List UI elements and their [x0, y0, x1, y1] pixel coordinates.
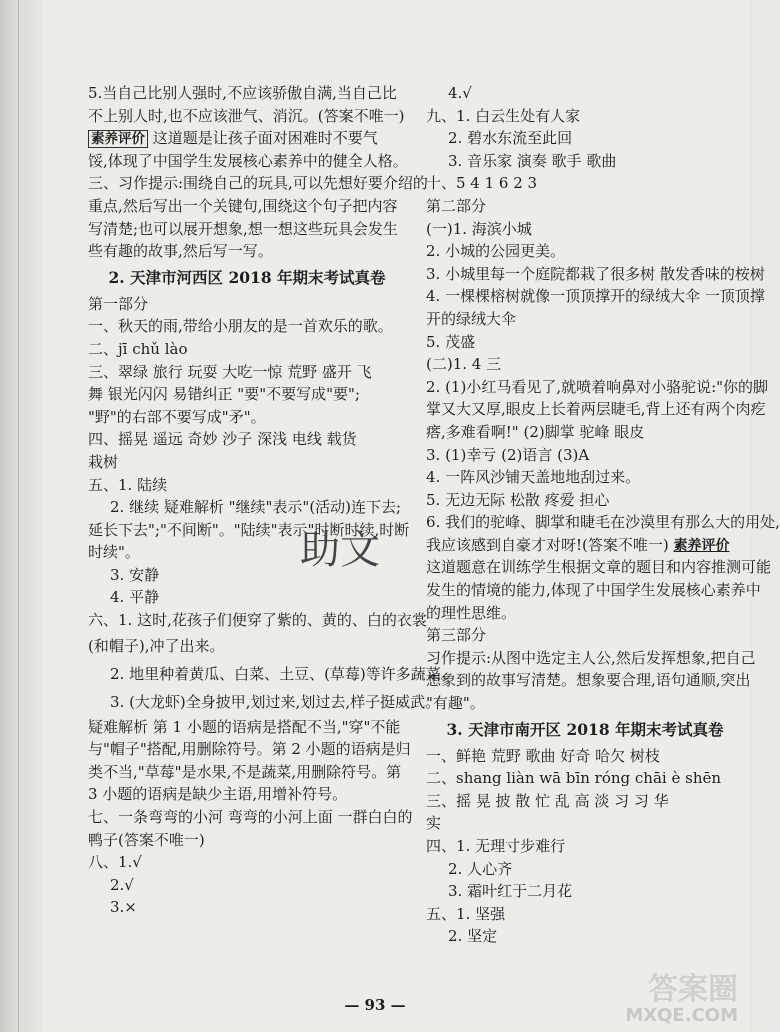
text-line: 时续"。	[88, 543, 140, 562]
text-line: 2.√	[110, 875, 134, 894]
watermark-url: MXQE.COM	[625, 1005, 738, 1026]
text-line: 掌又大又厚,眼皮上长着两层睫毛,背上还有两个肉疙	[426, 400, 766, 419]
text-line: 鸭子(答案不唯一)	[88, 830, 205, 849]
text-line: 四、摇晃 遥远 奇妙 沙子 深浅 电线 载货	[88, 430, 357, 449]
text-line: 二、shang liàn wā bīn róng chāi è shēn	[426, 769, 722, 788]
text-line: 2. 地里种着黄瓜、白菜、土豆、(草莓)等许多蔬菜。	[110, 664, 456, 683]
text-line: 一、鲜艳 荒野 歌曲 好奇 哈欠 树枝	[426, 746, 660, 765]
text-line: (和帽子),冲了出来。	[88, 636, 225, 655]
text-line: 发生的情境的能力,体现了中国学生发展核心素养中	[426, 581, 761, 600]
text-line: 2. 坚定	[448, 927, 498, 946]
text-line: 些有趣的故事,然后写一写。	[88, 242, 273, 261]
text-line: 3. 小城里每一个庭院都栽了很多树 散发香味的桉树	[426, 264, 765, 283]
text-line: 七、一条弯弯的小河 弯弯的小河上面 一群白白的	[88, 808, 413, 827]
text-line: 第三部分	[426, 626, 487, 645]
text-line: 栽树	[88, 452, 119, 471]
text-line: 习作提示:从图中选定主人公,然后发挥想象,把自己	[426, 648, 756, 667]
text-line: 五、1. 陆续	[88, 475, 168, 494]
text-line: 第一部分	[88, 294, 149, 313]
text-line: 5. 茂盛	[426, 332, 476, 351]
text-line: 4. 平静	[110, 588, 160, 607]
binding-line	[18, 0, 19, 1032]
text-line: 疑难解析 第 1 小题的语病是搭配不当,"穿"不能	[88, 717, 401, 736]
text-line: (一)1. 海滨小城	[426, 219, 532, 238]
section-title: 3. 天津市南开区 2018 年期末考试真卷	[446, 719, 724, 739]
literacy-evaluation-tag: 素养评价	[88, 130, 148, 148]
text-line: 五、1. 坚强	[426, 904, 506, 923]
text-line: 4. 一棵棵榕树就像一顶顶撑开的绿绒大伞 一顶顶撑	[426, 287, 765, 306]
text-line: 九、1. 白云生处有人家	[426, 106, 581, 125]
text-line: 实	[426, 814, 442, 833]
text-line: 想象到的故事写清楚。想象要合理,语句通顺,突出	[426, 671, 751, 690]
text-line: (二)1. 4 三	[426, 355, 502, 374]
text-line: 与"帽子"搭配,用删除符号。第 2 小题的语病是归	[88, 740, 411, 759]
text-line: 6. 我们的驼峰、脚掌和睫毛在沙漠里有那么大的用处,	[426, 513, 780, 532]
text-line: 的理性思维。	[426, 603, 517, 622]
page-number: — 93 —	[344, 996, 406, 1014]
text-line: 这道题意在训练学生根据文章的题目和内容推测可能	[426, 558, 772, 577]
binding-spine	[0, 0, 42, 1032]
text-line: 3. 音乐家 演奏 歌手 歌曲	[448, 151, 617, 170]
text-line: 5. 无边无际 松散 疼爱 担心	[426, 490, 610, 509]
watermark-logo: 答案圈	[648, 972, 738, 1007]
text-line: 5.当自己比别人强时,不应该骄傲自满,当自己比	[88, 84, 397, 102]
text-line-rest: 这道题是让孩子面对困难时不要气	[148, 129, 378, 148]
text-line: 2. 碧水东流至此回	[448, 129, 573, 148]
text-line: 3.×	[110, 898, 137, 917]
text-line: 六、1. 这时,花孩子们便穿了紫的、黄的、白的衣裳	[88, 611, 427, 630]
text-line: 2. (1)小红马看见了,就喷着响鼻对小骆驼说:"你的脚	[426, 377, 769, 396]
text-line: 写清楚;也可以展开想象,想一想这些玩具会发生	[88, 219, 398, 238]
text-line: 3. 安静	[110, 565, 160, 584]
text-line: 三、摇 晃 披 散 忙 乱 高 淡 习 习 华	[426, 791, 669, 810]
text-line: 二、jī chǔ lào	[88, 339, 188, 358]
text-line: 八、1.√	[88, 853, 142, 872]
text-line: 类不当,"草莓"是水果,不是蔬菜,用删除符号。第	[88, 762, 402, 781]
text-line	[426, 534, 744, 557]
text-line: 一、秋天的雨,带给小朋友的是一首欢乐的歌。	[88, 317, 393, 336]
text-line: 3 小题的语病是缺少主语,用增补符号。	[88, 785, 348, 804]
text-line: 馁,体现了中国学生发展核心素养中的健全人格。	[88, 151, 408, 170]
handwritten-annotation: 助文	[300, 527, 380, 573]
literacy-evaluation-tag: 素养评价	[673, 537, 730, 554]
text-line: "野"的右部不要写成"矛"。	[88, 407, 266, 426]
text-line: 4. 一阵风沙铺天盖地地刮过来。	[426, 468, 641, 487]
text-line: 4.√	[448, 84, 472, 102]
text-line-body: 我应该感到自豪才对呀!(答案不唯一)	[426, 535, 674, 554]
right-column	[426, 82, 780, 948]
text-line: 三、习作提示:围绕自己的玩具,可以先想好要介绍的	[88, 174, 428, 193]
text-line: 3. (1)幸亏 (2)语言 (3)A	[426, 445, 590, 464]
text-line: 3. (大龙虾)全身披甲,划过来,划过去,样子挺威武。	[110, 692, 441, 711]
text-line	[88, 127, 406, 150]
text-line: 十、5 4 1 6 2 3	[426, 174, 538, 193]
text-line: 2. 人心齐	[448, 859, 513, 878]
text-line: 舞 银光闪闪 易错纠正 "要"不要写成"要";	[88, 385, 360, 404]
text-line: 开的绿绒大伞	[426, 309, 517, 328]
text-line: "有趣"。	[426, 694, 485, 713]
text-line: 瘩,多难看啊!" (2)脚掌 驼峰 眼皮	[426, 422, 645, 441]
text-line: 不上别人时,也不应该泄气、消沉。(答案不唯一)	[88, 106, 405, 125]
text-line: 延长下去";"不间断"。"陆续"表示"时断时续,时断	[88, 520, 410, 539]
text-line: 2. 小城的公园更美。	[426, 242, 566, 261]
text-line: 第二部分	[426, 196, 487, 215]
text-line: 四、1. 无理寸步难行	[426, 837, 566, 855]
text-line: 三、翠绿 旅行 玩耍 大吃一惊 荒野 盛开 飞	[88, 362, 372, 381]
section-title: 2. 天津市河西区 2018 年期末考试真卷	[108, 267, 386, 287]
text-line: 重点,然后写出一个关键句,围绕这个句子把内容	[88, 196, 398, 215]
text-line: 3. 霜叶红于二月花	[448, 882, 573, 901]
text-line: 2. 继续 疑难解析 "继续"表示"(活动)连下去;	[110, 498, 402, 517]
